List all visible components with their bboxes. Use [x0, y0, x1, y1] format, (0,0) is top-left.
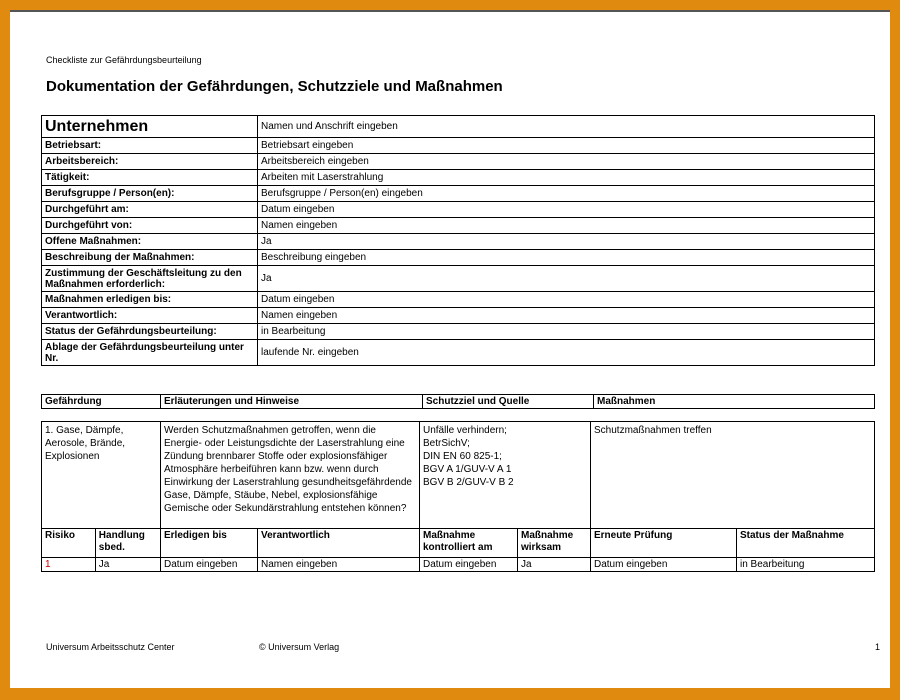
table-cell[interactable]: Datum eingeben: [591, 558, 737, 572]
company-label: Unternehmen: [42, 116, 258, 138]
column-header: Risiko: [42, 529, 96, 558]
info-label: Arbeitsbereich:: [42, 154, 258, 170]
table-cell[interactable]: Datum eingeben: [420, 558, 518, 572]
table-row: [42, 529, 875, 558]
explanation-cell[interactable]: Werden Schutzmaßnahmen getroffen, wenn die Energie- oder Leistungsdichte der Laserstrahlung eine Zündung brennbarer Stoffe oder explosionsfähiger Atmosphäre herbeiführen kann bzw. wenn durch Einwirkung der Laserstrahlung gesundheitsgefährdende Gase, Dämpfe, Stäube, Nebel, explosionsfähige Gemische oder Sekundärstrahlung entstehen können?: [161, 422, 420, 529]
footer-left: Universum Arbeitsschutz Center: [46, 642, 175, 652]
info-value[interactable]: Datum eingeben: [258, 292, 875, 308]
measures-cell[interactable]: Schutzmaßnahmen treffen: [591, 422, 875, 529]
page-number: 1: [875, 642, 881, 652]
info-value[interactable]: Namen eingeben: [258, 218, 875, 234]
info-label: Berufsgruppe / Person(en):: [42, 186, 258, 202]
protection-goal-cell[interactable]: Unfälle verhindern; BetrSichV; DIN EN 60 825-1; BGV A 1/GUV-V A 1 BGV B 2/GUV-V B 2: [420, 422, 591, 529]
table-cell[interactable]: Ja: [518, 558, 591, 572]
document-title: Dokumentation der Gefährdungen, Schutzziele und Maßnahmen: [46, 78, 503, 95]
info-value[interactable]: Ja: [258, 266, 875, 292]
info-label: Durchgeführt von:: [42, 218, 258, 234]
info-label: Tätigkeit:: [42, 170, 258, 186]
info-value[interactable]: Arbeiten mit Laserstrahlung: [258, 170, 875, 186]
company-info-table: [41, 115, 875, 366]
info-value[interactable]: Datum eingeben: [258, 202, 875, 218]
info-label: Zustimmung der Geschäftsleitung zu den Maßnahmen erforderlich:: [42, 266, 258, 292]
info-value[interactable]: Ja: [258, 234, 875, 250]
info-label: Beschreibung der Maßnahmen:: [42, 250, 258, 266]
table-cell[interactable]: Ja: [95, 558, 160, 572]
table-cell[interactable]: in Bearbeitung: [737, 558, 875, 572]
column-header: Erledigen bis: [161, 529, 258, 558]
info-value[interactable]: laufende Nr. eingeben: [258, 340, 875, 366]
info-label: Durchgeführt am:: [42, 202, 258, 218]
info-label: Status der Gefährdungsbeurteilung:: [42, 324, 258, 340]
info-label: Offene Maßnahmen:: [42, 234, 258, 250]
document-subtitle: Checkliste zur Gefährdungsbeurteilung: [46, 55, 202, 65]
info-label: Ablage der Gefährdungsbeurteilung unter Nr.: [42, 340, 258, 366]
column-header: Maßnahme wirksam: [518, 529, 591, 558]
table-cell[interactable]: Datum eingeben: [161, 558, 258, 572]
hazard-table: [41, 421, 875, 572]
info-label: Betriebsart:: [42, 138, 258, 154]
table-row: [42, 558, 875, 572]
info-label: Maßnahmen erledigen bis:: [42, 292, 258, 308]
info-value[interactable]: in Bearbeitung: [258, 324, 875, 340]
info-value[interactable]: Berufsgruppe / Person(en) eingeben: [258, 186, 875, 202]
column-header: Schutzziel und Quelle: [423, 395, 594, 409]
hazard-cell[interactable]: 1. Gase, Dämpfe, Aerosole, Brände, Explosionen: [42, 422, 161, 529]
column-header: Maßnahme kontrolliert am: [420, 529, 518, 558]
column-header: Handlung sbed.: [95, 529, 160, 558]
table-cell[interactable]: Namen eingeben: [258, 558, 420, 572]
info-value[interactable]: Arbeitsbereich eingeben: [258, 154, 875, 170]
table-row: [42, 422, 875, 529]
document-page: [10, 10, 890, 688]
column-header: Verantwortlich: [258, 529, 420, 558]
company-value[interactable]: Namen und Anschrift eingeben: [258, 116, 875, 138]
column-header: Maßnahmen: [594, 395, 875, 409]
column-header: Erneute Prüfung: [591, 529, 737, 558]
column-header: Status der Maßnahme: [737, 529, 875, 558]
footer-center: © Universum Verlag: [259, 642, 340, 652]
column-header: Gefährdung: [42, 395, 161, 409]
info-label: Verantwortlich:: [42, 308, 258, 324]
info-value[interactable]: Betriebsart eingeben: [258, 138, 875, 154]
info-value[interactable]: Namen eingeben: [258, 308, 875, 324]
hazard-header-table: [41, 394, 875, 409]
risk-cell[interactable]: 1: [42, 558, 96, 572]
column-header: Erläuterungen und Hinweise: [161, 395, 423, 409]
info-value[interactable]: Beschreibung eingeben: [258, 250, 875, 266]
